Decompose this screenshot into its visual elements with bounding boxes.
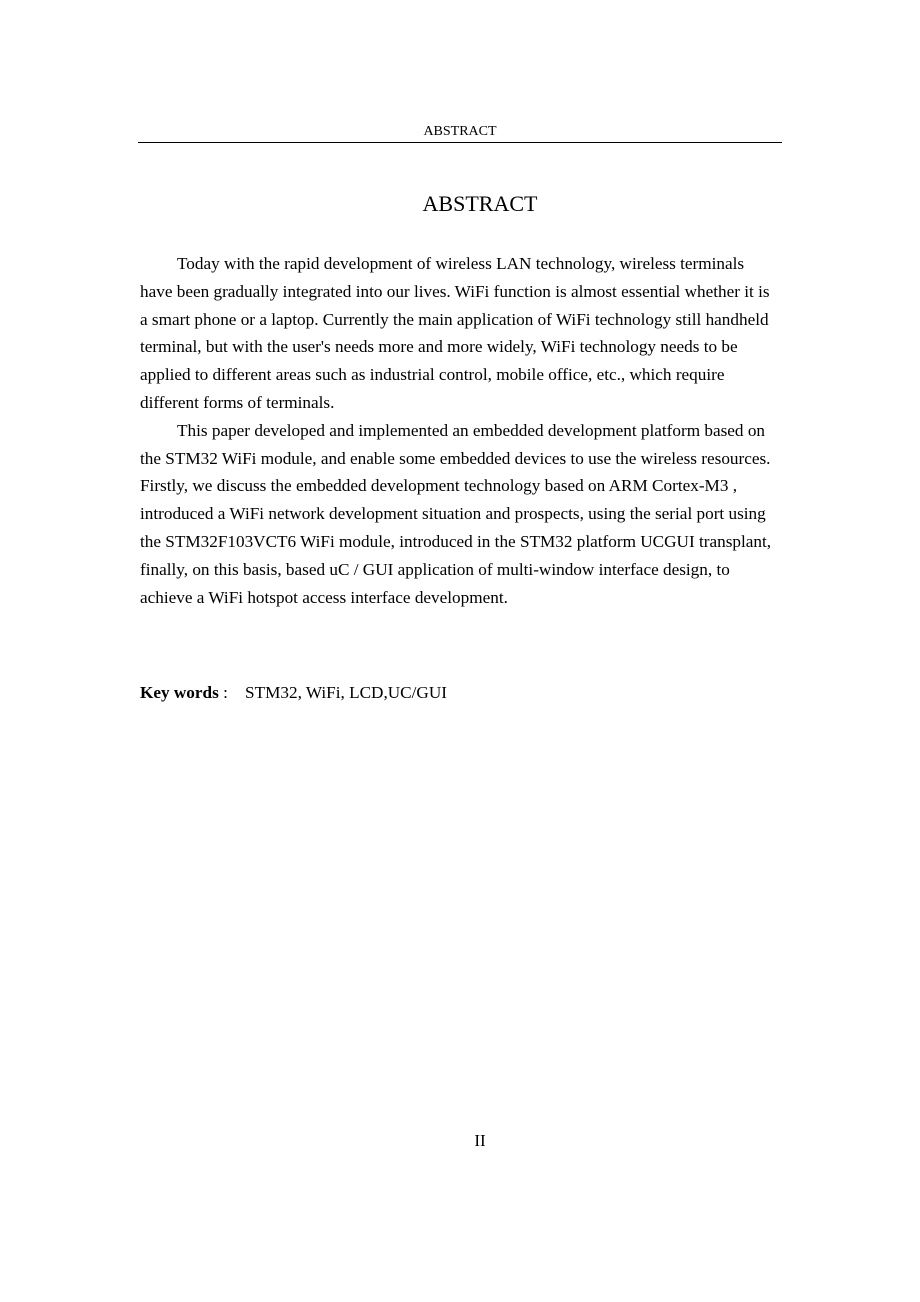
keywords-value: STM32, WiFi, LCD,UC/GUI bbox=[245, 683, 447, 702]
keywords-line bbox=[140, 679, 780, 707]
page-number: II bbox=[474, 1131, 486, 1150]
header-rule bbox=[138, 142, 782, 143]
abstract-body bbox=[140, 250, 780, 611]
page-title: ABSTRACT bbox=[422, 191, 538, 216]
keywords-separator: : bbox=[218, 683, 246, 702]
running-header: ABSTRACT bbox=[423, 124, 497, 139]
abstract-paragraph-2: This paper developed and implemented an embedded development platform based on the STM32 WiFi module, and enable some embedded devices to use the wireless resources. Firstly, we discuss the embedded development technology based on ARM Cortex-M3 , introduced a WiFi network development situation and prospects, using the serial port using the STM32F103VCT6 WiFi module, introduced in the STM32 platform UCGUI transplant, finally, on this basis, based uC / GUI application of multi-window interface design, to achieve a WiFi hotspot access interface development. bbox=[140, 420, 772, 607]
keywords-label: Key words bbox=[140, 683, 219, 702]
abstract-paragraph-1: Today with the rapid development of wireless LAN technology, wireless terminals have been gradually integrated into our lives. WiFi function is almost essential whether it is a smart phone or a laptop. Currently the main application of WiFi technology still handheld terminal, but with the user's needs more and more widely, WiFi technology needs to be applied to different areas such as industrial control, mobile office, etc., which require different forms of terminals. bbox=[140, 254, 770, 412]
